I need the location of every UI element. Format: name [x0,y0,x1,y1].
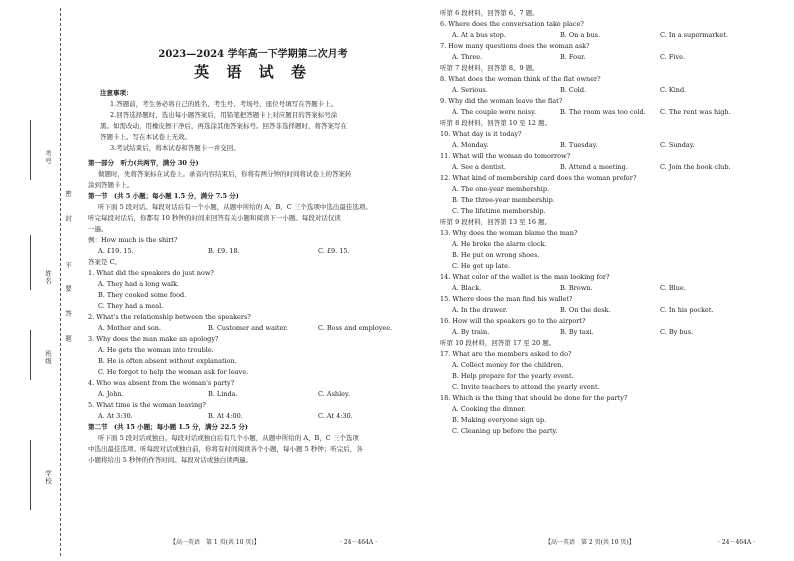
section2-heading: 第二节 (共 15 小题；每小题 1.5 分，满分 22.5 分) [88,423,248,431]
options-row [440,30,785,41]
option: A. Three. [452,53,483,61]
option: C. Ashley. [318,390,350,398]
note-line: 黑。如需改动，用橡皮擦干净后，再选涂其他答案标号。回答非选择题时，将答案写在 [100,122,347,130]
listening-heading: 听第 8 段材料，回答第 10 至 12 题。 [440,119,552,127]
section2-desc: 小题将给出 5 秒钟的作答时间。每段对话或独白读两遍。 [88,456,253,464]
question: 16. How will the speakers go to the airport? [440,317,586,325]
notes-title: 注意事项： [100,89,133,97]
class-label: 班级 [44,350,52,365]
option: C. Blue. [660,284,686,292]
right-page [440,8,785,437]
option: B. Linda. [208,390,238,398]
left-footer-code: · 24－464A · [340,539,378,546]
example-question: 例：How much is the shirt? [88,236,178,244]
question: 3. Why does the man make an apology? [88,335,219,343]
note-line: 1.答题前，考生务必将自己的姓名、考生号、考场号、座位号填写在答题卡上。 [110,100,338,108]
seal-char-4: 要 [64,285,72,293]
school-line [30,440,31,510]
question: 5. What time is the woman leaving? [88,401,206,409]
option: B. £9. 18. [208,247,240,255]
section2-desc: 中选出最佳选项。听每段对话或独白前，你将有时间阅读各个小题，每小题 5 秒钟；听完后，各 [88,445,363,453]
option: B. By taxi. [560,328,594,336]
section1-desc: 听下面 5 段对话。每段对话后有一个小题，从题中所给的 A、B、C 三个选项中选出最佳选项。 [98,203,372,211]
question: 13. Why does the woman blame the man? [440,229,578,237]
section1-desc: 一遍。 [88,225,108,233]
option: A. Collect money for the children. [452,361,564,369]
part1-desc: 涂到答题卡上。 [88,181,134,189]
option: A. By train. [452,328,490,336]
right-footer: 【高一英语 第 2 页(共 10 页)】 [545,539,635,546]
section1-desc: 听完每段对话后，你都有 10 秒钟的时间来回答有关小题和阅读下一小题。每段对话仅读 [88,214,341,222]
exam-title: 2023—2024 学年高一下学期第二次月考 [158,49,348,60]
options-row [440,283,785,294]
note-line: 3.考试结束后，将本试卷和答题卡一并交回。 [110,144,240,152]
option: B. The three-year membership. [452,196,555,204]
option: B. The room was too cold. [560,108,646,116]
option: A. Mother and son. [98,324,162,332]
option: B. Making everyone sign up. [452,416,547,424]
option: A. Serious. [452,86,488,94]
options-row [440,327,785,338]
option: A. £19. 15. [98,247,134,255]
option: B. Attend a meeting. [560,163,628,171]
left-page [88,48,418,466]
question: 4. Who was absent from the woman's party? [88,379,235,387]
note-line: 答题卡上。写在本试卷上无效。 [100,133,191,141]
option: B. At 4:00. [208,412,243,420]
option: A. See a dentist. [452,163,506,171]
name-label: 姓名 [44,270,52,285]
option: B. On the desk. [560,306,611,314]
option: C. He forgot to help the woman ask for leave. [98,368,249,376]
part1-desc: 做题时，先将答案标在试卷上。录音内容结束后，你将有两分钟的时间将试卷上的答案转 [98,170,352,178]
option: B. Cold. [560,86,587,94]
seal-char-5: 答 [64,310,72,318]
question: 12. What kind of membership card does the woman prefer? [440,174,637,182]
seal-line [60,8,61,556]
option: C. The lifetime membership. [452,207,546,215]
option: A. Monday. [452,141,489,149]
exam-no-line [30,120,31,180]
listening-heading: 听第 7 段材料，回答第 8、9 题。 [440,64,539,72]
example-answer: 答案是 C。 [88,258,122,266]
option: C. Kind. [660,86,687,94]
option: C. The rent was high. [660,108,731,116]
options-row [440,140,785,151]
listening-heading: 听第 9 段材料，回答第 13 至 16 题。 [440,218,552,226]
options-row [88,411,418,422]
question: 7. How many questions does the woman ask? [440,42,590,50]
option: C. Join the book club. [660,163,731,171]
option: B. Customer and waiter. [208,324,288,332]
option: B. Help prepare for the yearly event. [452,372,574,380]
option: A. The couple were noisy. [452,108,536,116]
option: A. John. [98,390,124,398]
option: B. Four. [560,53,586,61]
options-row [88,389,418,400]
question: 10. What day is it today? [440,130,522,138]
question: 6. Where does the conversation take place? [440,20,584,28]
question: 18. Which is the thing that should be done for the party? [440,394,628,402]
class-line [30,330,31,380]
seal-char-1: 密 [64,190,72,198]
right-footer-code: · 24－464A · [718,539,756,546]
option: A. Cooking the dinner. [452,405,526,413]
option: C. They had a meal. [98,302,164,310]
option: A. At a bus stop. [452,31,506,39]
options-row [440,305,785,316]
listening-heading: 听第 10 段材料，回答第 17 至 20 题。 [440,339,556,347]
option: C. £9. 15. [318,247,350,255]
option: B. He is often absent without explanation. [98,357,237,365]
listening-heading: 听第 6 段材料，回答第 6、7 题。 [440,9,539,17]
school-label: 学校 [44,470,52,485]
seal-char-3: 不 [64,262,72,270]
option: B. Brown. [560,284,593,292]
exam-subtitle: 英 语 试 卷 [194,63,312,81]
question: 8. What does the woman think of the flat owner? [440,75,601,83]
question: 15. Where does the man find his wallet? [440,295,573,303]
option: A. At 3:30. [98,412,133,420]
option: B. Tuesday. [560,141,598,149]
options-row [440,162,785,173]
seal-char-6: 题 [64,335,72,343]
option: B. He put on wrong shoes. [452,251,540,259]
option: C. In his pocket. [660,306,714,314]
option: B. On a bus. [560,31,601,39]
option: A. They had a long walk. [98,280,180,288]
question: 2. What's the relationship between the speakers? [88,313,251,321]
question: 9. Why did the woman leave the flat? [440,97,563,105]
option: A. The one-year membership. [452,185,550,193]
note-line: 2.回答选择题时，选出每小题答案后，用铅笔把答题卡上对应题目的答案标号涂 [110,111,338,119]
option: A. In the drawer. [452,306,508,314]
option: C. Cleaning up before the party. [452,427,558,435]
question: 11. What will the woman do tomorrow? [440,152,571,160]
question: 17. What are the members asked to do? [440,350,572,358]
example-options [88,246,418,257]
question: 14. What color of the wallet is the man looking for? [440,273,610,281]
left-footer: 【高一英语 第 1 页(共 10 页)】 [170,539,260,546]
seal-char-2: 封 [64,215,72,223]
option: C. He got up late. [452,262,511,270]
option: A. Black. [452,284,482,292]
name-line [30,235,31,290]
option: C. At 4:30. [318,412,353,420]
options-row [440,107,785,118]
option: B. They cooked some food. [98,291,187,299]
section2-desc: 听下面 5 段对话或独白。每段对话或独白后有几个小题，从题中所给的 A、B、C 三个选项 [98,434,359,442]
option: C. Sunday. [660,141,695,149]
option: C. Boss and employee. [318,324,393,332]
binding-margin [0,0,78,561]
option: C. By bus. [660,328,694,336]
option: C. In a supermarket. [660,31,728,39]
option: C. Invite teachers to attend the yearly event. [452,383,600,391]
part1-heading: 第一部分 听力(共两节，满分 30 分) [88,159,199,167]
option: A. He gets the woman into trouble. [98,346,214,354]
option: C. Five. [660,53,686,61]
options-row [88,323,418,334]
section1-heading: 第一节 (共 5 小题；每小题 1.5 分，满分 7.5 分) [88,192,239,200]
options-row [440,85,785,96]
exam-no-label: 考号 [44,150,52,165]
option: A. He broke the alarm clock. [452,240,547,248]
question: 1. What did the speakers do just now? [88,269,214,277]
options-row [440,52,785,63]
